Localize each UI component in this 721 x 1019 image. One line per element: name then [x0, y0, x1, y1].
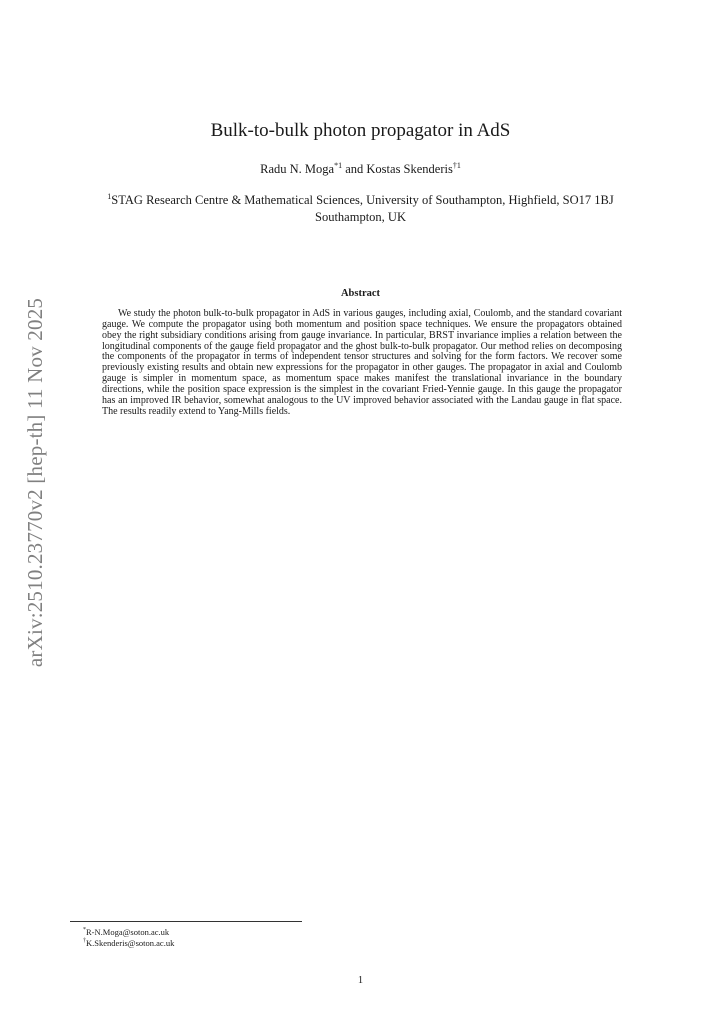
footnotes [83, 927, 174, 949]
author-name: Kostas Skenderis [366, 162, 453, 176]
footnote-email: R-N.Moga@soton.ac.uk [86, 927, 170, 937]
affiliation [80, 192, 641, 226]
arxiv-identifier-text: arXiv:2510.23770v2 [hep-th] 11 Nov 2025 [23, 297, 48, 667]
author-name: Radu N. Moga [260, 162, 335, 176]
paper-title: Bulk-to-bulk photon propagator in AdS [210, 120, 511, 141]
affiliation-mark: 1 [107, 191, 112, 201]
footnote-item [83, 938, 174, 949]
footnote-mark: * [83, 927, 86, 934]
arxiv-identifier-stamp [16, 294, 56, 670]
footnote-item [83, 927, 174, 938]
author-footnote-mark: *1 [334, 160, 343, 170]
footnote-divider [70, 921, 302, 922]
author-connector: and [342, 162, 367, 176]
affiliation-text: STAG Research Centre & Mathematical Sciences, University of Southampton, Highfield, SO17 1BJ Southampton, UK [111, 193, 614, 224]
abstract-heading: Abstract [340, 288, 381, 299]
author-line [0, 162, 721, 177]
abstract-body: We study the photon bulk-to-bulk propagator in AdS in various gauges, including axial, Coulomb, and the standard covariant gauge. We compute the propagator using both momentum and position space techniques. We ensure the propagators obtained obey the right subsidiary conditions arising from gauge invariance. In particular, BRST invariance implies a relation between the longitudinal components of the gauge field propagator and the ghost bulk-to-bulk propagator. Our method relies on decomposing the components of the propagator in terms of independent tensor structures and solving for the form factors. We recover some previously existing results and obtain new expressions for the propagator in other gauges. The propagator in axial and Coulomb gauge is simpler in momentum space, as momentum space makes manifest the translational invariance in the boundary directions, while the position space expression is the simplest in the covariant Fried-Yennie gauge. In this gauge the propagator has an improved IR behavior, somewhat analogous to the UV improved behavior associated with the Landau gauge in flat space. The results readily extend to Yang-Mills fields. [102, 308, 622, 417]
footnote-mark: † [83, 938, 86, 945]
footnote-email: K.Skenderis@soton.ac.uk [86, 938, 175, 948]
page-number: 1 [357, 975, 364, 986]
author-footnote-mark: †1 [452, 160, 461, 170]
